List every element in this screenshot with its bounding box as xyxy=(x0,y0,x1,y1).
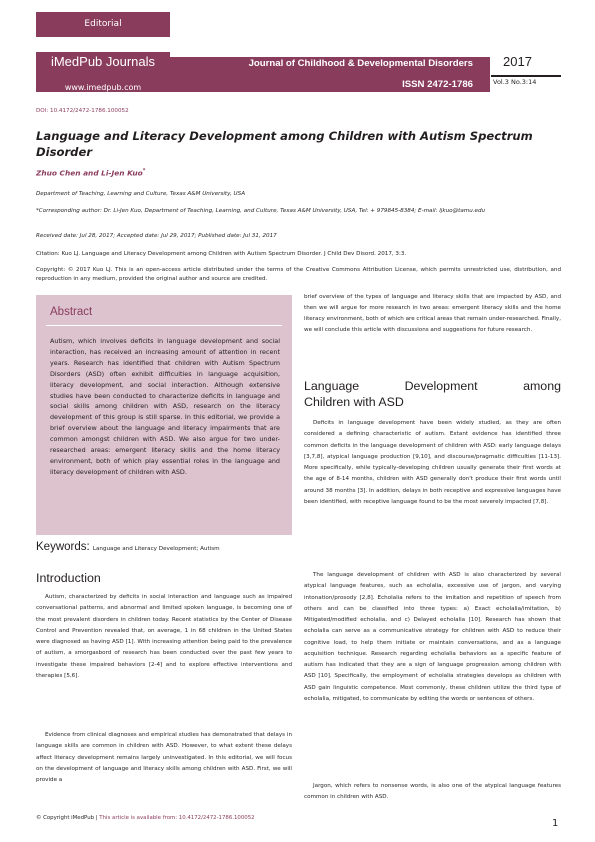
language-paragraph-3: Jargon, which refers to nonsense words, is also one of the atypical language features common in children with ASD. xyxy=(304,783,561,801)
section-label: Editorial xyxy=(84,19,122,29)
footer-article-link[interactable]: This article is available from: 10.4172/2472-1786.100052 xyxy=(99,815,255,821)
author-names: Zhuo Chen and Li-Jen Kuo xyxy=(36,168,143,178)
keywords-label: Keywords: xyxy=(36,541,90,553)
publisher-name: iMedPub Journals xyxy=(50,54,156,69)
introduction-heading: Introduction xyxy=(36,571,101,585)
doi-link[interactable]: DOI: 10.4172/2472-1786.100052 xyxy=(36,108,129,114)
language-paragraph-1: Deficits in language development have been widely studied, as they are often considered a defining characteristic of autism. Extant evidence has identified three common deficits in the language development of children with ASD: early language delays [3,7,8], atypical language production [9,10], and discourse/pragmatic difficulties [11-13]. More specifically, while typically-developing children usually generate their first words at the age of 8-14 months, children with ASD generally don't produce their first words until around 38 months [3]. In addition, delays in both receptive and expressive languages have been identified, with receptive language found to be the most severely impacted [7,8]. xyxy=(304,420,561,505)
journal-issn: ISSN 2472-1786 xyxy=(402,79,473,90)
corresponding-author: *Corresponding author: Dr. Li-Jen Kuo, Department of Teaching, Learning, and Culture, Texas A&M University, USA, Tel: + 979845-8384; E-mail: ljkuo@tamu.edu xyxy=(36,208,486,214)
volume-issue: Vol.3 No.3:14 xyxy=(493,78,537,86)
abstract-heading: Abstract xyxy=(50,306,93,318)
publisher-website-link[interactable]: www.imedpub.com xyxy=(64,83,142,92)
page-footer xyxy=(36,815,255,821)
publisher-block xyxy=(36,12,170,92)
author-line xyxy=(36,168,145,177)
keywords-text: Language and Literacy Development; Autism xyxy=(92,546,220,552)
abstract-box xyxy=(36,295,292,535)
overview-paragraph: brief overview of the types of language and literacy skills that are impacted by ASD, and then we will argue for more research in two areas: emergent literacy skills and the home literacy environment, both of which are critical areas that remain under-researched. Finally, we will conclude this article with discussions and suggestions for future research. xyxy=(304,294,561,334)
corresponding-mark: * xyxy=(142,168,146,174)
affiliation: Department of Teaching, Learning and Culture, Texas A&M University, USA xyxy=(36,191,246,197)
language-development-heading: Language Development among xyxy=(304,379,561,393)
copyright-notice: Copyright: © 2017 Kuo LJ. This is an open-access article distributed under the terms of the Creative Commons Attribution License, which permits unrestricted use, distribution, and reproduction in any medium, provided the original author and source are credited. xyxy=(36,267,561,282)
page-number: 1 xyxy=(552,818,559,829)
header-rule xyxy=(491,75,561,77)
introduction-paragraph-1: Autism, characterized by deficits in social interaction and language such as impaired conversational patterns, and abnormal and limited spoken language, is becoming one of the most prevalent disorders in children today. Recent statistics by the Center of Disease Control and Prevention revealed that, on average, 1 in 68 children in the United States were diagnosed as having ASD [1]. With increasing attention being paid to the prevalence of autism, a smorgasbord of research has been conducted over the past few years to investigate these impaired behaviors [2-4] and to explore effective interventions and therapies [5,6]. xyxy=(36,594,292,679)
article-dates: Received date: Jul 28, 2017; Accepted date: Jul 29, 2017; Published date: Jul 31, 2017 xyxy=(36,233,277,239)
introduction-paragraph-2: Evidence from clinical diagnoses and empirical studies has demonstrated that delays in language skills are common in children with ASD. However, to what extent these delays affect literacy development remains largely uninvestigated. In this editorial, we will focus on the development of language and literacy skills among children with ASD. First, we will provide a xyxy=(36,732,292,783)
language-development-heading-line-2: Children with ASD xyxy=(304,395,404,409)
publication-year: 2017 xyxy=(503,54,532,69)
abstract-text: Autism, which involves deficits in language development and social interaction, has received an increasing amount of attention in recent years. Research has identified that children with Autism Spectrum Disorders (ASD) often exhibit difficulties in language acquisition, literacy development, and social interaction. Although extensive studies have been conducted to characterize deficits in language and social skills among children with ASD, research on the literacy development of this group is still sparse. In this editorial, we provide a brief overview about the language and literacy impairments that are common amongst children with ASD. We also argue for two under-researched areas: emergent literacy skills and the home literacy environment, both of which play essential roles in the language and literacy development of children with ASD. xyxy=(50,337,280,476)
keywords xyxy=(36,541,292,553)
header-divider xyxy=(36,37,170,52)
language-paragraph-2: The language development of children with ASD is also characterized by several atypical language features, such as echolalia, excessive use of jargon, and varying intonation/prosody [2,8]. Echolalia refers to the imitation and repetition of speech from others and can be classified into three types: a) Exact echolalia/imitation, b) Mitigated/modified echolalia, and c) Delayed echolalia [10]. Research has shown that echolalia can serve as a communicative strategy for children with ASD to reduce their cognitive load, to help them initiate or maintain conversations, and as a language acquisition technique. Research regarding echolalia behaviors as a specific feature of autism has indicated that they are a sign of language progression among children with ASD [10]. Specifically, the employment of echolalia strategies develops as children with ASD gain linguistic competence. Most commonly, these children utilize the third type of echolalia, mitigated, to communicate by editing the words or sentences of others. xyxy=(304,572,561,702)
footer-copyright: © Copyright iMedPub | xyxy=(36,815,98,821)
citation: Citation: Kuo LJ. Language and Literacy Development among Children with Autism Spectrum Disorder. J Child Dev Disord. 2017, 3:3. xyxy=(36,251,407,257)
journal-title: Journal of Childhood & Developmental Disorders xyxy=(248,58,473,69)
abstract-divider xyxy=(46,325,282,326)
article-title: Language and Literacy Development among Children with Autism Spectrum Disorder xyxy=(36,129,533,159)
